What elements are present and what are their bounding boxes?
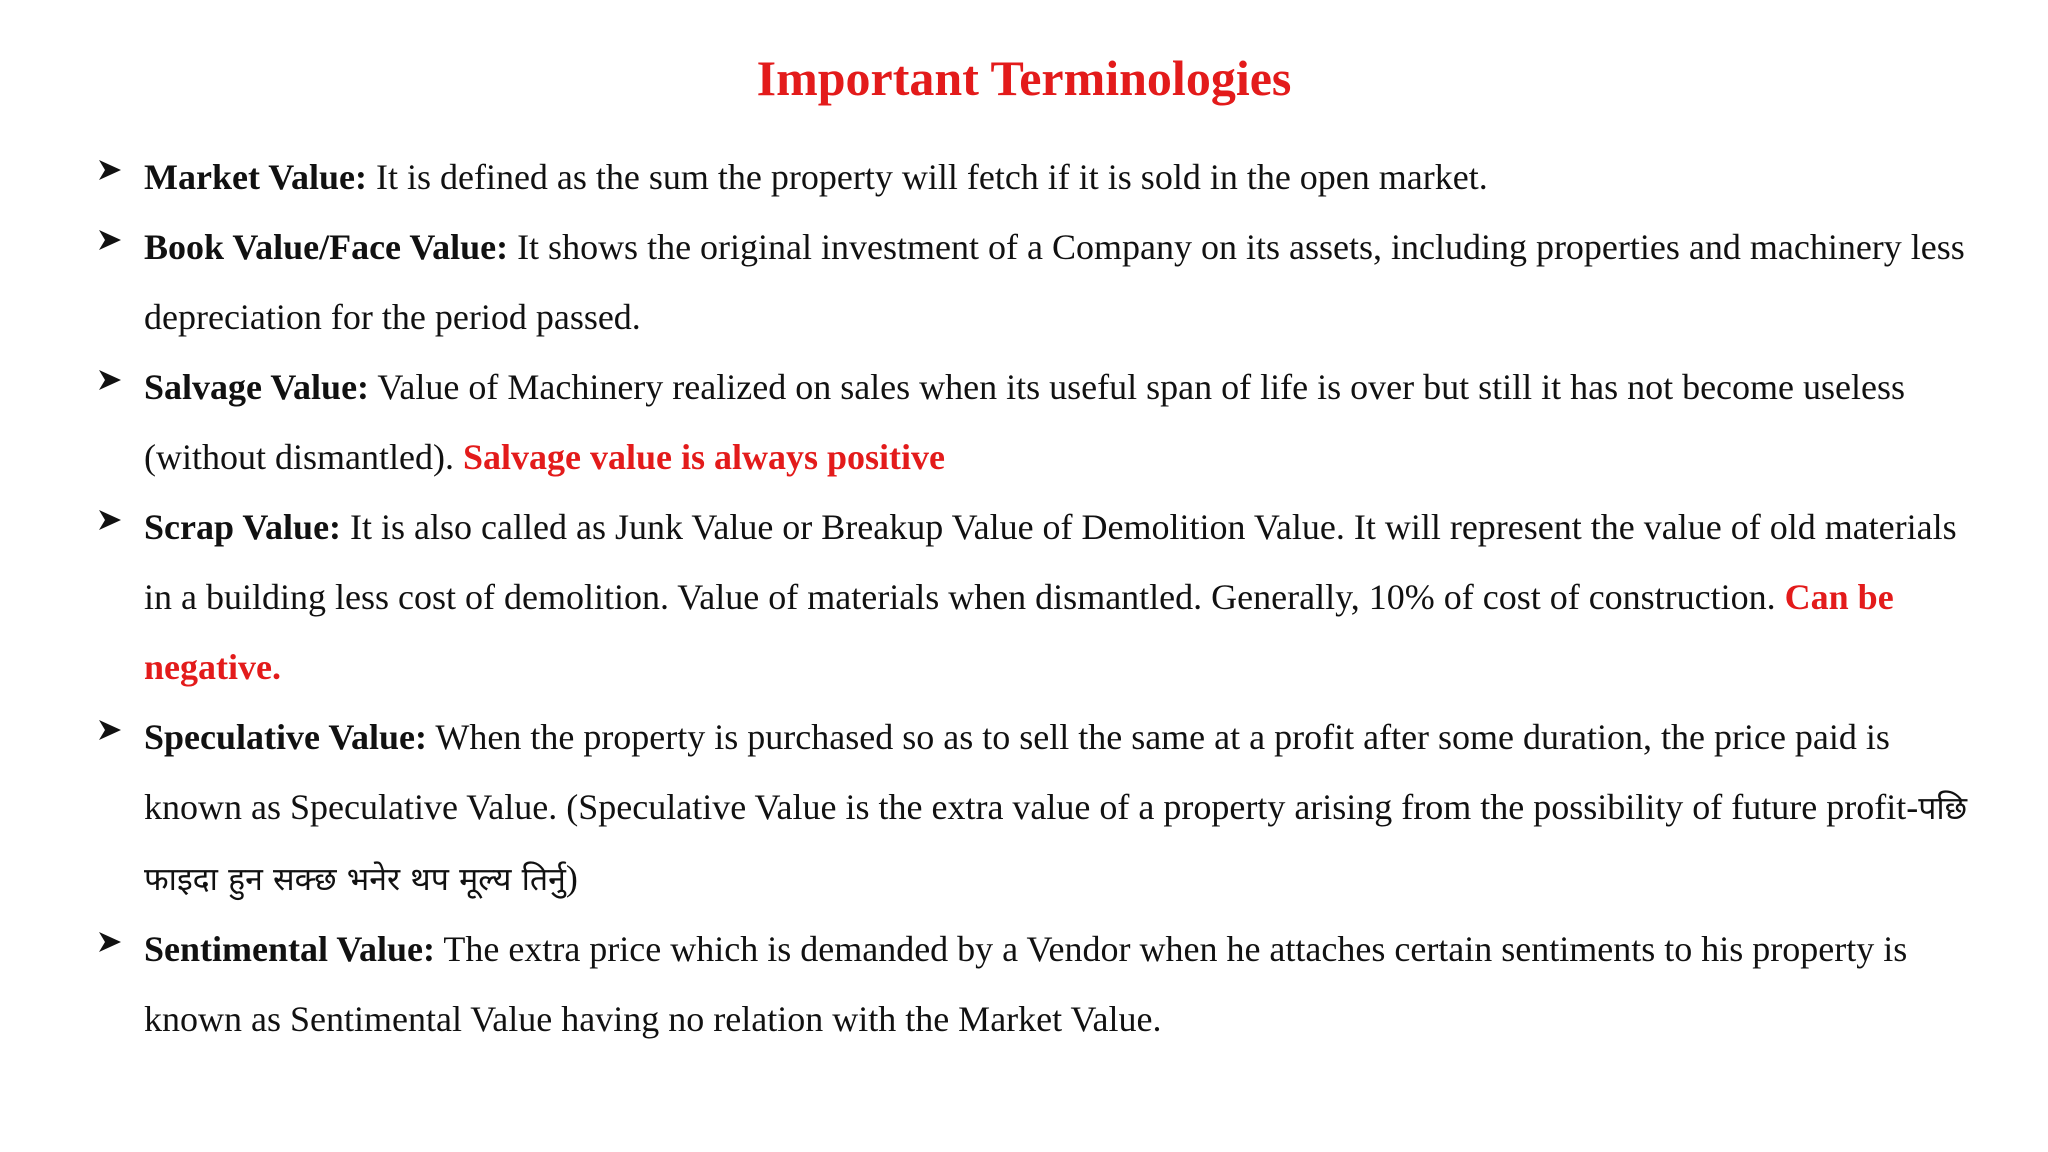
term-definition: The extra price which is demanded by a Vendor when he attaches certain sentiments to his property is known as Sentimental Value having no relation with the Market Value. [144, 929, 1908, 1039]
slide-title: Important Terminologies [756, 50, 1292, 106]
arrowhead-bullet-icon [98, 352, 128, 412]
term-highlight: Salvage value is always positive [462, 437, 945, 477]
arrowhead-bullet-icon [98, 142, 128, 202]
term-definition: It is defined as the sum the property will fetch if it is sold in the open market. [366, 157, 1488, 197]
term-scrap-value [98, 492, 1978, 702]
term-definition: When the property is purchased so as to sell the same at a profit after some duration, the price paid is known as Speculative Value. (Speculative Value is the extra value of a property arising from the possibility of future profit- [144, 717, 1919, 827]
term-speculative-value [98, 702, 1978, 914]
term-name: Speculative Value: [144, 717, 428, 757]
arrowhead-bullet-icon [98, 492, 128, 552]
nepali-phrase: पछि फाइदा हुन सक्छ भनेर थप मूल्य तिर्नु [144, 789, 1968, 898]
terminology-list [98, 142, 1978, 1054]
term-market-value [98, 142, 1978, 212]
arrowhead-bullet-icon [98, 702, 128, 762]
term-name: Scrap Value: [144, 507, 342, 547]
term-salvage-value [98, 352, 1978, 492]
term-name: Market Value: [144, 157, 367, 197]
term-highlight: Can be negative. [144, 577, 1894, 687]
arrowhead-bullet-icon [98, 212, 128, 272]
term-definition: It shows the original investment of a Company on its assets, including properties and machinery less depreciation for the period passed. [144, 227, 1965, 337]
term-name: Book Value/Face Value: [144, 227, 509, 267]
closing-paren: ) [565, 858, 578, 898]
arrowhead-bullet-icon [98, 914, 128, 974]
term-name: Salvage Value: [144, 367, 370, 407]
term-name: Sentimental Value: [144, 929, 436, 969]
term-definition: Value of Machinery realized on sales when its useful span of life is over but still it has not become useless (without dismantled). [144, 367, 1906, 477]
term-definition: It is also called as Junk Value or Breakup Value of Demolition Value. It will represent the value of old materials in a building less cost of demolition. Value of materials when dismantled. Generally, 10% of cost of construction. [144, 507, 1957, 617]
term-book-value [98, 212, 1978, 352]
term-sentimental-value [98, 914, 1978, 1054]
